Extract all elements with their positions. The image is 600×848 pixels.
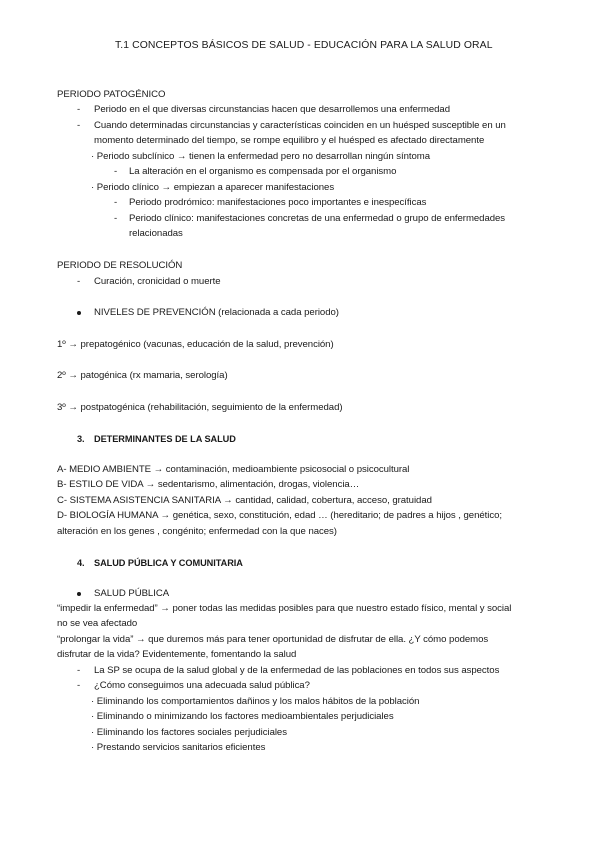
sub-sub-item: Periodo clínico: manifestaciones concretas de una enfermedad o grupo de enfermedades [129, 213, 506, 224]
dash-bullet: - [114, 213, 118, 224]
prevention-level-1: 1º → prepatogénico (vacunas, educación de la salud, prevención) [57, 339, 334, 350]
sub-sub-item-continuation: relacionadas [129, 228, 183, 239]
bullet-dot [77, 592, 81, 596]
dash-bullet: - [77, 665, 81, 676]
sub-item: · Periodo subclínico → tienen la enfermedad pero no desarrollan ningún síntoma [91, 151, 431, 162]
list-item: Curación, cronicidad o muerte [94, 276, 221, 287]
list-item: Cuando determinadas circunstancias y características coinciden en un huésped susceptible en un [94, 120, 506, 131]
determinant-c: C- SISTEMA ASISTENCIA SANITARIA → cantidad, calidad, cobertura, acceso, gratuidad [57, 495, 432, 506]
section-number-4: 4. [77, 558, 85, 568]
quote-prolongar-continuation: disfrutar de la vida? Evidentemente, fomentando la salud [57, 649, 297, 660]
prevention-heading: NIVELES DE PREVENCIÓN (relacionada a cada periodo) [94, 307, 339, 318]
page-title: T.1 CONCEPTOS BÁSICOS DE SALUD - EDUCACIÓN PARA LA SALUD ORAL [115, 40, 493, 51]
determinant-a: A- MEDIO AMBIENTE → contaminación, medioambiente psicosocial o psicocultural [57, 464, 410, 475]
list-item: La SP se ocupa de la salud global y de la enfermedad de las poblaciones en todos sus aspectos [94, 665, 500, 676]
list-item-continuation: momento determinado del tiempo, se rompe equilibro y el huésped es afectado directamente [94, 135, 485, 146]
sub-item: · Periodo clínico → empiezan a aparecer manifestaciones [91, 182, 335, 193]
determinant-b: B- ESTILO DE VIDA → sedentarismo, alimentación, drogas, violencia… [57, 479, 360, 490]
sub-item: · Eliminando los factores sociales perjudiciales [91, 727, 287, 738]
sub-sub-item: Periodo prodrómico: manifestaciones poco importantes e inespecíficas [129, 197, 427, 208]
dash-bullet: - [77, 104, 81, 115]
sub-item: · Prestando servicios sanitarios eficientes [91, 742, 266, 753]
prevention-level-3: 3º → postpatogénica (rehabilitación, seguimiento de la enfermedad) [57, 402, 343, 413]
quote-impedir: “impedir la enfermedad” → poner todas las medidas posibles para que nuestro estado físico, mental y social [57, 603, 512, 614]
sub-item: · Eliminando los comportamientos dañinos y los malos hábitos de la población [91, 696, 420, 707]
dash-bullet: - [77, 680, 81, 691]
section-heading-salud-publica: SALUD PÚBLICA Y COMUNITARIA [94, 558, 243, 568]
dash-bullet: - [114, 197, 118, 208]
prevention-level-2: 2º → patogénica (rx mamaria, serología) [57, 370, 228, 381]
determinant-d: D- BIOLOGÍA HUMANA → genética, sexo, constitución, edad … (hereditario; de padres a hijos , genético; [57, 510, 503, 521]
quote-prolongar: “prolongar la vida” → que duremos más para tener oportunidad de disfrutar de ella. ¿Y cómo podemos [57, 634, 489, 645]
determinant-d-continuation: alteración en los genes , congénito; enfermedad con la que naces) [57, 526, 337, 537]
dash-bullet: - [77, 276, 81, 287]
sub-item: · Eliminando o minimizando los factores medioambientales perjudiciales [91, 711, 394, 722]
section-heading-resolucion: PERIODO DE RESOLUCIÓN [57, 260, 183, 271]
section-number-3: 3. [77, 434, 85, 444]
subsection-heading: SALUD PÚBLICA [94, 588, 170, 599]
list-item: Periodo en el que diversas circunstancias hacen que desarrollemos una enfermedad [94, 104, 450, 115]
dash-bullet: - [77, 120, 81, 131]
sub-sub-item: La alteración en el organismo es compensada por el organismo [129, 166, 397, 177]
quote-impedir-continuation: no se vea afectado [57, 618, 138, 629]
dash-bullet: - [114, 166, 118, 177]
section-heading-patogenico: PERIODO PATOGÉNICO [57, 89, 166, 100]
bullet-dot [77, 311, 81, 315]
list-item: ¿Cómo conseguimos una adecuada salud pública? [94, 680, 310, 691]
section-heading-determinantes: DETERMINANTES DE LA SALUD [94, 434, 236, 444]
